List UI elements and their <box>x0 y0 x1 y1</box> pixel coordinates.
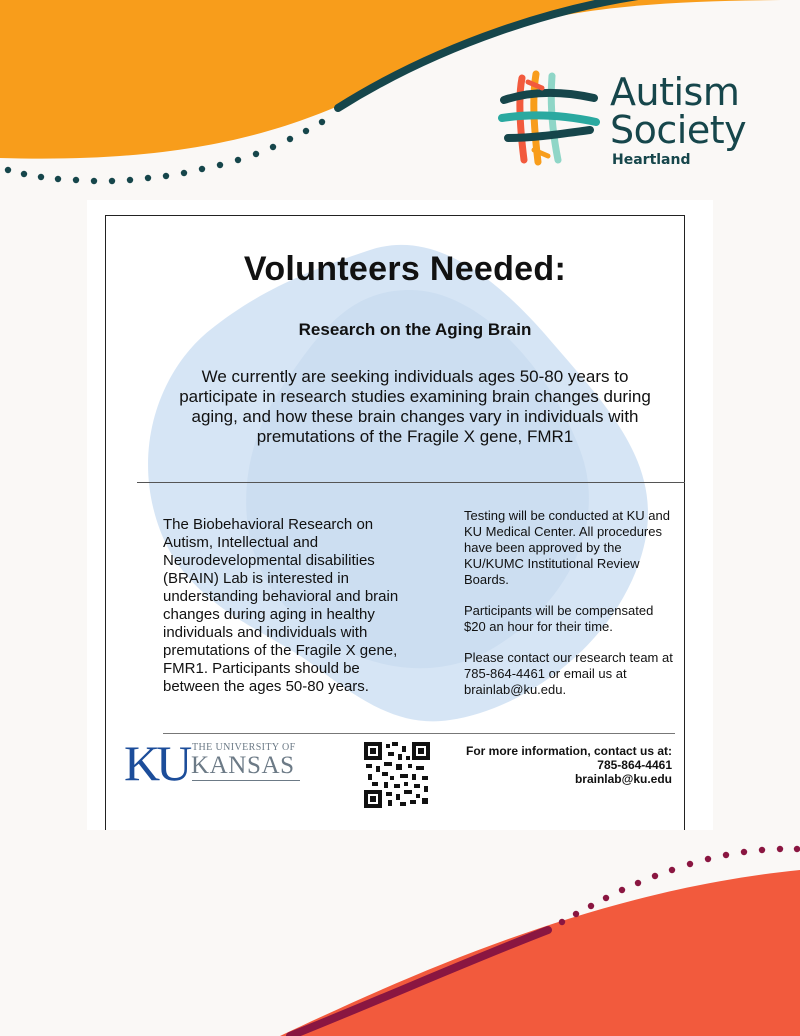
logo-text-heartland: Heartland <box>612 152 691 168</box>
flyer-title: Volunteers Needed: <box>243 250 567 288</box>
footer-divider <box>163 733 675 734</box>
testing-location-text: Testing will be conducted at KU and KU Medical Center. All procedures have been approved by the KU/KUMC Institutional Review Boards. <box>464 508 670 587</box>
flyer-intro-text: We currently are seeking individuals ages 50-80 years to participate in research studies examining brain changes during aging, and how these brain changes vary in individuals with premutations of the Fragile X gene, FMR1 <box>179 367 651 446</box>
qr-code-icon <box>364 742 430 808</box>
section-divider <box>137 482 685 483</box>
contact-email: brainlab@ku.edu <box>574 772 672 786</box>
contact-research-text: Please contact our research team at 785-864-4461 or email us at brainlab@ku.edu. <box>464 650 673 697</box>
compensation-text: Participants will be compensated $20 an hour for their time. <box>464 603 654 634</box>
ku-logo-letters: KU <box>124 735 189 791</box>
logo-text-autism: Autism <box>610 70 740 114</box>
ku-logo-university-text: THE UNIVERSITY OF <box>192 742 296 753</box>
study-details <box>464 508 674 713</box>
contact-phone: 785-864-4461 <box>597 758 672 772</box>
contact-info <box>432 744 672 786</box>
ku-logo-underline <box>192 780 300 781</box>
flyer-subtitle: Research on the Aging Brain <box>298 320 532 339</box>
ku-logo <box>124 735 304 791</box>
ku-logo-kansas-text: KANSAS <box>191 752 295 779</box>
logo-text-society: Society <box>610 108 747 152</box>
bottom-red-wave <box>0 830 800 1036</box>
woven-ribbon-icon <box>498 68 602 168</box>
autism-society-logo <box>498 68 768 168</box>
lab-description: The Biobehavioral Research on Autism, Intellectual and Neurodevelopmental disabilities (BRAIN) Lab is interested in understanding behavioral and brain changes during aging in healthy individuals and individuals with premutations of the Fragile X gene, FMR1. Participants should be between the ages 50-80 years. <box>163 516 399 695</box>
contact-heading: For more information, contact us at: <box>465 744 672 758</box>
